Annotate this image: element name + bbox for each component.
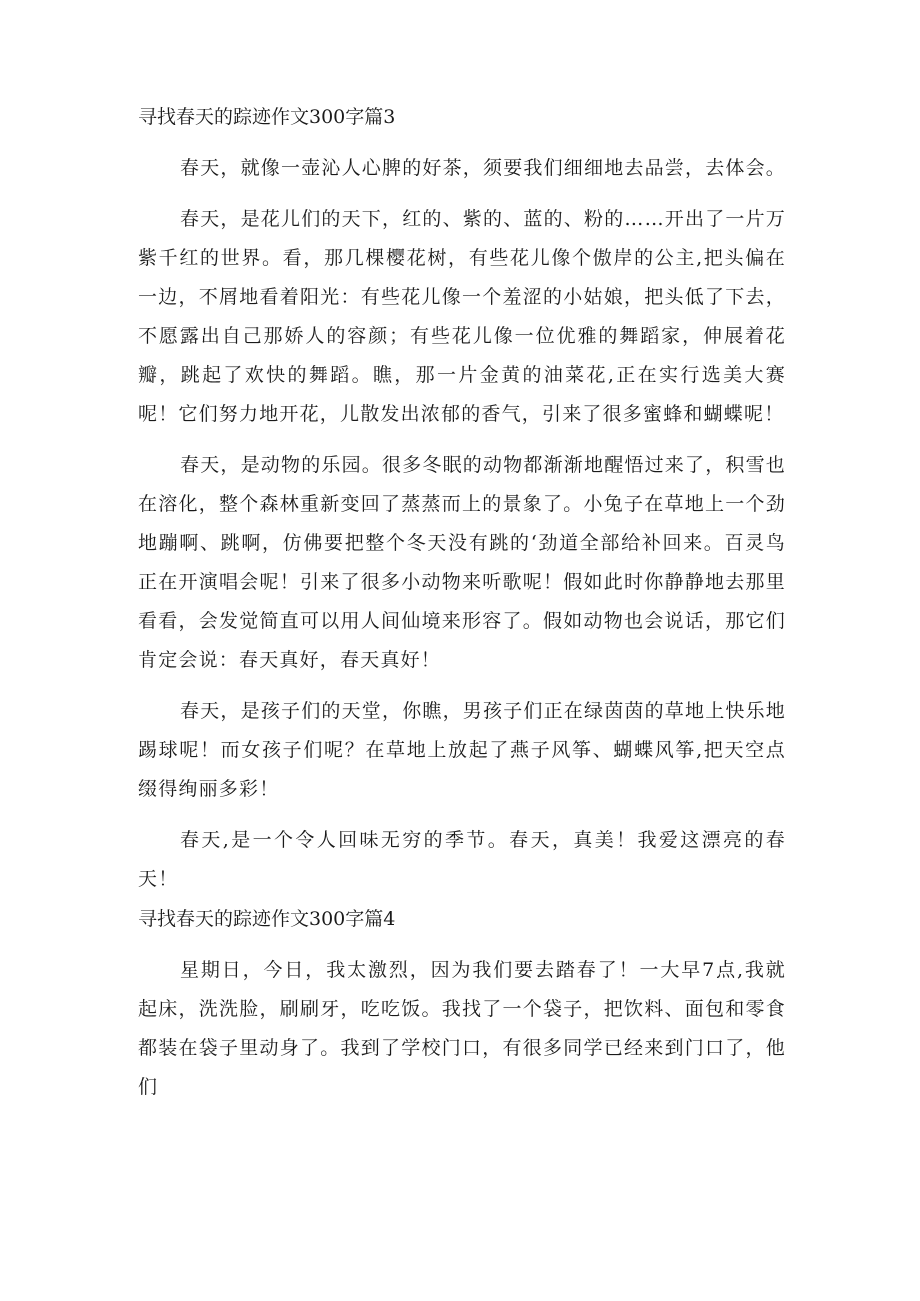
document-page	[138, 97, 786, 1119]
essay-section-4	[138, 899, 786, 1107]
paragraph: 春天，是孩子们的天堂，你瞧，男孩子们正在绿茵茵的草地上快乐地踢球呢！而女孩子们呢？在草地上放起了燕子风筝、蝴蝶风筝,把天空点缀得绚丽多彩！	[138, 700, 787, 800]
paragraph: 春天，是动物的乐园。很多冬眠的动物都渐渐地醒悟过来了，积雪也在溶化，整个森林重新变回了蒸蒸而上的景象了。小兔子在草地上一个劲地蹦啊、跳啊，仿佛要把整个冬天没有跳的‘劲道全部给补回来。百灵鸟正在开演唱会呢！引来了很多小动物来听歌呢！假如此时你静静地去那里看看，会发觉简直可以用人间仙境来形容了。假如动物也会说话，那它们肯定会说：春天真好，春天真好！	[138, 454, 787, 671]
essay-section-3	[138, 97, 786, 899]
section-heading: 寻找春天的踪迹作文300字篇4	[138, 908, 396, 930]
paragraph: 春天,是一个令人回味无穷的季节。春天，真美！我爱这漂亮的春天！	[138, 829, 786, 890]
paragraph: 春天，就像一壶沁人心脾的好茶，须要我们细细地去品尝，去体会。	[180, 157, 787, 179]
section-heading: 寻找春天的踪迹作文300字篇3	[138, 106, 396, 128]
paragraph: 春天，是花儿们的天下，红的、紫的、蓝的、粉的……开出了一片万紫千红的世界。看，那几棵樱花树，有些花儿像个傲岸的公主,把头偏在一边，不屑地看着阳光：有些花儿像一个羞涩的小姑娘，把头低了下去，不愿露出自己那娇人的容颜；有些花儿像一位优雅的舞蹈家，伸展着花瓣，跳起了欢快的舞蹈。瞧，那一片金黄的油菜花,正在实行选美大赛呢！它们努力地开花，儿散发出浓郁的香气，引来了很多蜜蜂和蝴蝶呢！	[138, 208, 787, 425]
paragraph: 星期日，今日，我太激烈，因为我们要去踏春了！一大早7点,我就起床，洗洗脸，刷刷牙，吃吃饭。我找了一个袋子，把饮料、面包和零食都装在袋子里动身了。我到了学校门口，有很多同学已经来到门口了，他们	[138, 959, 786, 1098]
